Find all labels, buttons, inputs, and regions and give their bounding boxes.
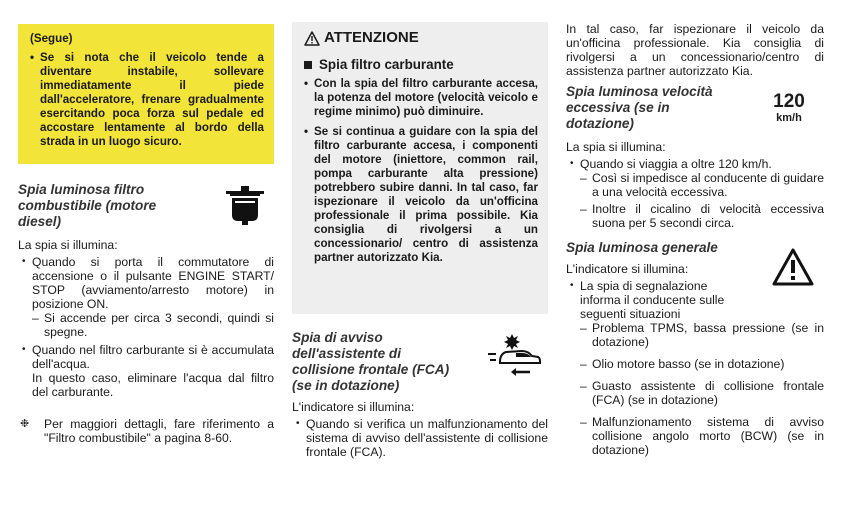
speed-sub1: – Così si impedisce al conducente di guidare a una velocità eccessiva.	[566, 171, 824, 199]
fuel-filter-item1-sub: – Si accende per circa 3 secondi, quindi si spegne.	[18, 311, 274, 339]
square-bullet-icon	[304, 61, 312, 69]
general-title: Spia luminosa generale	[566, 240, 718, 255]
caution-header: (Segue)	[30, 32, 73, 45]
general-sub3: – Guasto assistente di collisione frontale (FCA) (se in dotazione)	[566, 379, 824, 407]
attention-bullet-1: • Con la spia del filtro carburante accesa, la potenza del motore (velocità veicolo e regime minimo) può diminuire.	[304, 77, 538, 119]
warning-triangle-icon	[768, 246, 818, 288]
fca-warning-icon	[482, 330, 548, 378]
speed-icon-unit: km/h	[776, 112, 802, 124]
fuel-filter-icon	[218, 182, 272, 228]
speed-intro: La spia si illumina:	[566, 140, 666, 154]
attention-triangle-icon	[304, 31, 320, 46]
general-item1: • La spia di segnalazione informa il conducente sulle seguenti situazioni	[566, 279, 750, 321]
caution-text: • Se si nota che il veicolo tende a diventare instabile, sollevare immediatamente il piede dall'acceleratore, frenare gradualmente esercitando poca forza sul pedale ed accostare lentamente al bordo della strada in un luogo sicuro.	[30, 51, 264, 149]
top-text: In tal caso, far ispezionare il veicolo da un'officina professionale. Kia consiglia di rivolgersi a un concessionario/centro di assistenza partner autorizzato Kia.	[566, 22, 824, 78]
general-sub2: – Olio motore basso (se in dotazione)	[566, 357, 824, 371]
fca-title: Spia di avviso dell'assistente di collisione frontale (FCA) (se in dotazione)	[292, 330, 450, 393]
fuel-filter-title: Spia luminosa filtro combustibile (motore diesel)	[18, 182, 157, 229]
attention-title: ATTENZIONE	[324, 29, 419, 46]
fuel-filter-note	[18, 417, 274, 445]
fuel-filter-item2: • Quando nel filtro carburante si è accumulata dell'acqua.	[18, 343, 274, 371]
speed-120-icon	[760, 88, 818, 128]
fuel-filter-section	[18, 182, 274, 445]
attention-box	[292, 22, 548, 314]
fuel-filter-note-text: Per maggiori dettagli, fare riferimento a "Filtro combustibile" a pagina 8-60.	[44, 417, 274, 445]
speed-section	[566, 84, 824, 230]
attention-subheader-text: Spia filtro carburante	[319, 57, 454, 72]
fuel-filter-intro: La spia si illumina:	[18, 238, 118, 252]
attention-bullet-2: • Se si continua a guidare con la spia del filtro carburante accesa, i componenti del motore (iniettore, common rail, pompa carburante alta pressione) potrebbero subire danni. In tal caso, far ispezionare il veicolo da un'officina professionale il prima possibile. Kia consiglia di rivolgersi a un concessionario/ centro di assistenza partner autorizzato Kia.	[304, 125, 538, 265]
fuel-filter-item1: • Quando si porta il commutatore di accensione o il pulsante ENGINE START/ STOP (avviamento/arresto motore) in posizione ON.	[18, 255, 274, 311]
fuel-filter-item2-extra: In questo caso, eliminare l'acqua dal filtro del carburante.	[32, 371, 274, 399]
speed-item1: • Quando si viaggia a oltre 120 km/h.	[566, 157, 824, 171]
general-intro: L'indicatore si illumina:	[566, 262, 689, 276]
speed-icon-value: 120	[773, 91, 805, 112]
speed-title: Spia luminosa velocità eccessiva (se in dotazione)	[566, 84, 713, 131]
caution-box	[18, 24, 274, 164]
fca-intro: L'indicatore si illumina:	[292, 400, 415, 414]
speed-sub2: – Inoltre il cicalino di velocità eccessiva suona per 5 secondi circa.	[566, 202, 824, 230]
attention-header	[304, 28, 538, 48]
fca-item1: • Quando si verifica un malfunzionamento del sistema di avviso dell'assistente di collisione frontale (FCA).	[292, 417, 548, 459]
general-sub4: – Malfunzionamento sistema di avviso collisione angolo morto (BCW) (se in dotazione)	[566, 415, 824, 457]
general-sub1: – Problema TPMS, bassa pressione (se in dotazione)	[566, 321, 824, 349]
attention-subheader	[304, 58, 538, 72]
fca-section	[292, 330, 548, 459]
general-section	[566, 240, 824, 457]
note-icon: ❉	[20, 418, 30, 430]
